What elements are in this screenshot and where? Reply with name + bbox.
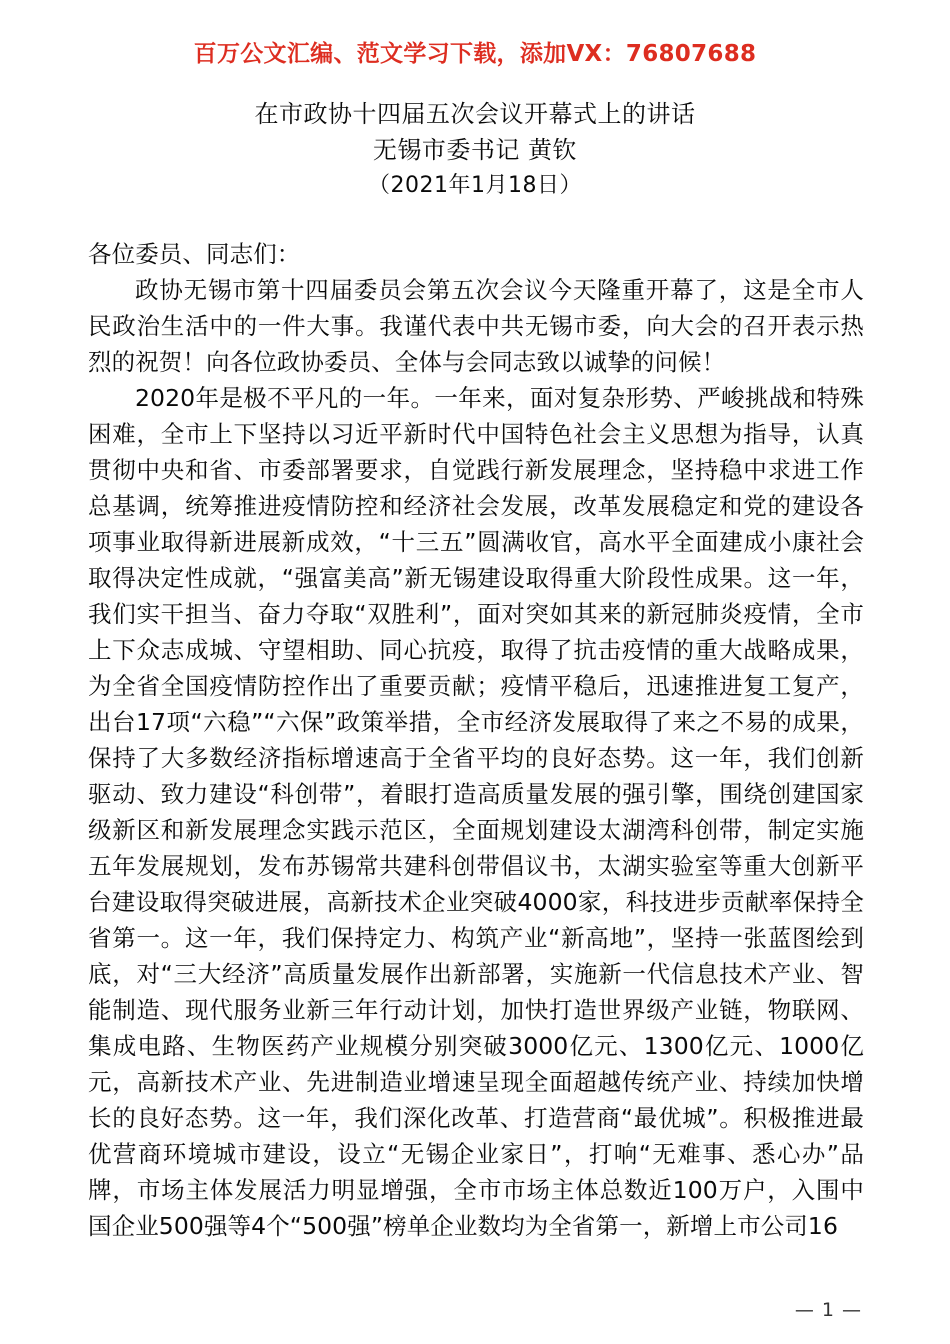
title-block (88, 96, 862, 204)
document-date: （2021年1月18日） (368, 173, 582, 198)
page-number-footer: — 1 — (794, 1299, 862, 1321)
promo-banner-text: 百万公文汇编、范文学习下载，添加VX：76807688 (193, 41, 757, 67)
promo-banner (0, 40, 950, 69)
document-title: 在市政协十四届五次会议开幕式上的讲话 (254, 100, 696, 128)
salutation: 各位委员、同志们： (88, 240, 301, 268)
body-paragraph-1: 政协无锡市第十四届委员会第五次会议今天隆重开幕了，这是全市人民政治生活中的一件大事。我谨代表中共无锡市委，向大会的召开表示热烈的祝贺！向各位政协委员、全体与会同志致以诚挚的问候！ (88, 276, 864, 376)
document-body (88, 236, 864, 1244)
document-subtitle-author: 无锡市委书记 黄钦 (372, 136, 578, 164)
body-paragraph-2: 2020年是极不平凡的一年。一年来，面对复杂形势、严峻挑战和特殊困难，全市上下坚持以习近平新时代中国特色社会主义思想为指导，认真贯彻中央和省、市委部署要求，自觉践行新发展理念，坚持稳中求进工作总基调，统筹推进疫情防控和经济社会发展，改革发展稳定和党的建设各项事业取得新进展新成效，“十三五”圆满收官，高水平全面建成小康社会取得决定性成就，“强富美高”新无锡建设取得重大阶段性成果。这一年，我们实干担当、奋力夺取“双胜利”，面对突如其来的新冠肺炎疫情，全市上下众志成城、守望相助、同心抗疫，取得了抗击疫情的重大战略成果，为全省全国疫情防控作出了重要贡献；疫情平稳后，迅速推进复工复产，出台17项“六稳”“六保”政策举措，全市经济发展取得了来之不易的成果，保持了大多数经济指标增速高于全省平均的良好态势。这一年，我们创新驱动、致力建设“科创带”，着眼打造高质量发展的强引擎，围绕创建国家级新区和新发展理念实践示范区，全面规划建设太湖湾科创带，制定实施五年发展规划，发布苏锡常共建科创带倡议书，太湖实验室等重大创新平台建设取得突破进展，高新技术企业突破4000家，科技进步贡献率保持全省第一。这一年，我们保持定力、构筑产业“新高地”，坚持一张蓝图绘到底，对“三大经济”高质量发展作出新部署，实施新一代信息技术产业、智能制造、现代服务业新三年行动计划，加快打造世界级产业链，物联网、集成电路、生物医药产业规模分别突破3000亿元、1300亿元、1000亿元，高新技术产业、先进制造业增速呈现全面超越传统产业、持续加快增长的良好态势。这一年，我们深化改革、打造营商“最优城”。积极推进最优营商环境城市建设，设立“无锡企业家日”，打响“无难事、悉心办”品牌，市场主体发展活力明显增强，全市市场主体总数近100万户，入围中国企业500强等4个“500强”榜单企业数均为全省第一，新增上市公司16 (88, 384, 864, 1240)
